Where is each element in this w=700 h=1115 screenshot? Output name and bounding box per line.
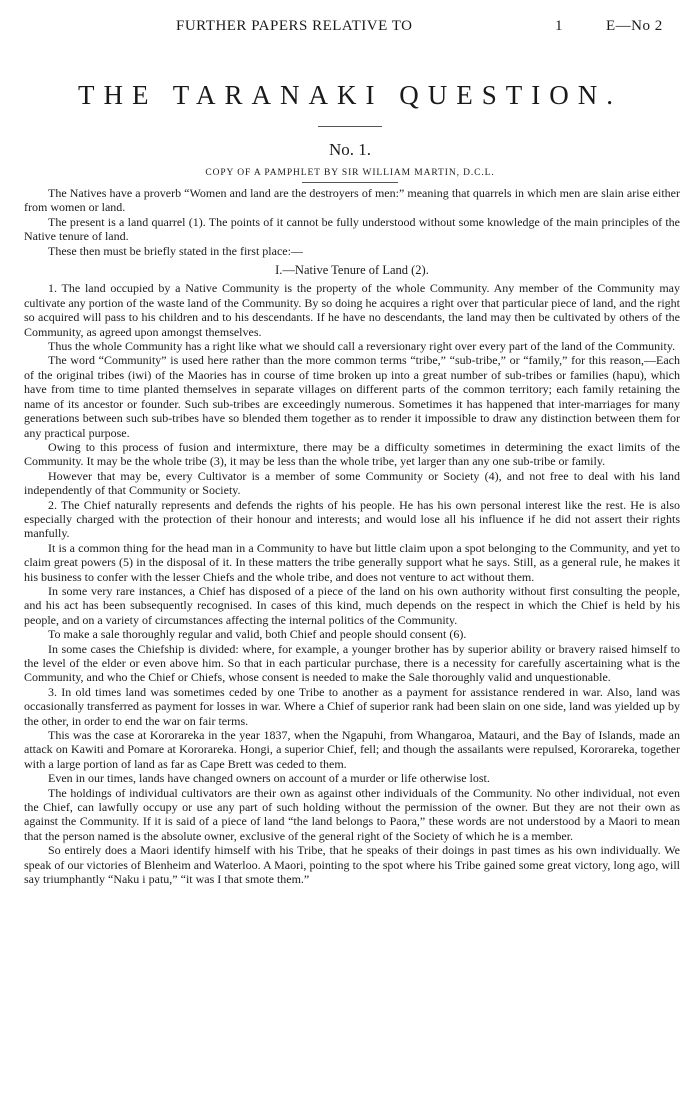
body-text [24,186,680,887]
body-paragraph: The holdings of individual cultivators are their own as against other individuals of the Community. No other individual, not even the Chief, can lawfully occupy or use any part of such holding without the permission of the owner. But they are not their own as against the Community. If it is said of a piece of land “the land belongs to Paora,” these words are not understood by a Maori to mean that the person named is the absolute owner, exclusive of the general right of the Society of which he is a member. [24,785,680,843]
intro-paragraph: The Natives have a proverb “Women and land are the destroyers of men:” meaning that quarrels in which men are slain arise either from women or land. [24,186,680,215]
body-paragraph: So entirely does a Maori identify himself with his Tribe, that he speaks of their doings in past times as his own individually. We speak of our victories of Blenheim and Waterloo. A Maori, pointing to the spot where his Tribe gained some great victory, long ago, will say triumphantly “Naku i patu,” “it was I that smote them.” [24,843,680,887]
body-paragraph: It is a common thing for the head man in a Community to have but little claim upon a spot belonging to the Community, and yet to claim great powers (5) in the disposal of it. In these matters the tribe generally support what he says. Still, as a general rule, he makes it his business to confer with the lesser Chiefs and the whole tribe, and does not venture to act without them. [24,540,680,584]
subtitle-divider [302,182,398,183]
body-paragraph: 3. In old times land was sometimes ceded by one Tribe to another as a payment for assistance rendered in war. Also, land was occasionally transferred as payment for losses in war. Where a Chief of superior rank had been slain on one side, land was yielded up by the other, in order to end the war on fair terms. [24,684,680,728]
document-code: E—No 2 [606,18,663,34]
running-title: FURTHER PAPERS RELATIVE TO [176,18,413,34]
page-number: 1 [555,18,563,34]
body-paragraph: This was the case at Kororareka in the year 1837, when the Ngapuhi, from Whangaroa, Matauri, and the Bay of Islands, made an attack on Kawiti and Pomare at Kororareka. Hongi, a superior Chief, fell; and though the assailants were repulsed, Kororareka, together with a large portion of land as far as Cape Brett was ceded to them. [24,728,680,771]
body-paragraph: 2. The Chief naturally represents and defends the rights of his people. He has his own personal interest like the rest. He is also especially charged with the protection of their honour and interests; and would lose all his influence if he did not assert their rights manfully. [24,497,680,541]
body-paragraph: However that may be, every Cultivator is a member of some Community or Society (4), and not free to deal with his land independently of that Community or Society. [24,468,680,498]
document-number: No. 1. [328,140,372,159]
running-header [0,18,700,40]
main-title: THE TARANAKI QUESTION. [77,80,623,110]
body-paragraph: 1. The land occupied by a Native Community is the property of the whole Community. Any member of the Community may cultivate any portion of the waste land of the Community. By so doing he acquires a right over that particular piece of land, and the right so acquired will pass to his children and to his descendants. If he have no descendants, the land may then be cultivated by others of the Community, as agreed upon amongst themselves. [24,281,680,339]
intro-paragraph: These then must be briefly stated in the first place:— [48,243,303,258]
body-paragraph: Thus the whole Community has a right like what we should call a reversionary right over every part of the land of the Community. [48,339,676,354]
body-paragraph: Even in our times, lands have changed owners on account of a murder or life otherwise lost. [48,771,490,786]
intro-paragraph: The present is a land quarrel (1). The points of it cannot be fully understood without some knowledge of the main principles of the Native tenure of land. [24,214,680,244]
section-heading: I.—Native Tenure of Land (2). [275,263,429,278]
body-paragraph: Owing to this process of fusion and intermixture, there may be a difficulty sometimes in determining the exact limits of the Community. It may be the whole tribe (3), it may be less than the whole tribe, yet larger than any one sub-tribe or family. [24,439,680,469]
body-paragraph: In some cases the Chiefship is divided: where, for example, a younger brother has by superior ability or bravery raised himself to the level of the elder or even above him. So that in each particular purchase, there is a necessity for carefully ascertaining what is the Community, and who the Chief or Chiefs, whose consent is needed to make the Sale thoroughly valid and unquestionable. [24,641,680,685]
body-paragraph: In some very rare instances, a Chief has disposed of a piece of the land on his own authority without first consulting the people, and his act has been subsequently recognised. In cases of this kind, much depends on the respect in which the Chief is held by his people, and on a variety of circumstances affecting the internal politics of the Community. [24,583,680,627]
document-subtitle: COPY OF A PAMPHLET BY SIR WILLIAM MARTIN, D.C.L. [205,168,495,178]
body-paragraph: The word “Community” is used here rather than the more common terms “tribe,” “sub-tribe,” or “family,” for this reason,—Each of the original tribes (iwi) of the Maories has in course of time broken up into a great number of sub-tribes or families (hapu), which have from time to time planted themselves in separate villages on different parts of the common territory; each family retaining the name of its ancestor or founder. Such sub-tribes are exceedingly numerous. Sometimes it has happened that inter-marriages for many generations between such sub-tribes have so blended them together as to render it impossible to draw any distinction between them for any practical purpose. [24,353,680,440]
title-divider [318,126,382,127]
body-paragraph: To make a sale thoroughly regular and valid, both Chief and people should consent (6). [48,627,467,642]
